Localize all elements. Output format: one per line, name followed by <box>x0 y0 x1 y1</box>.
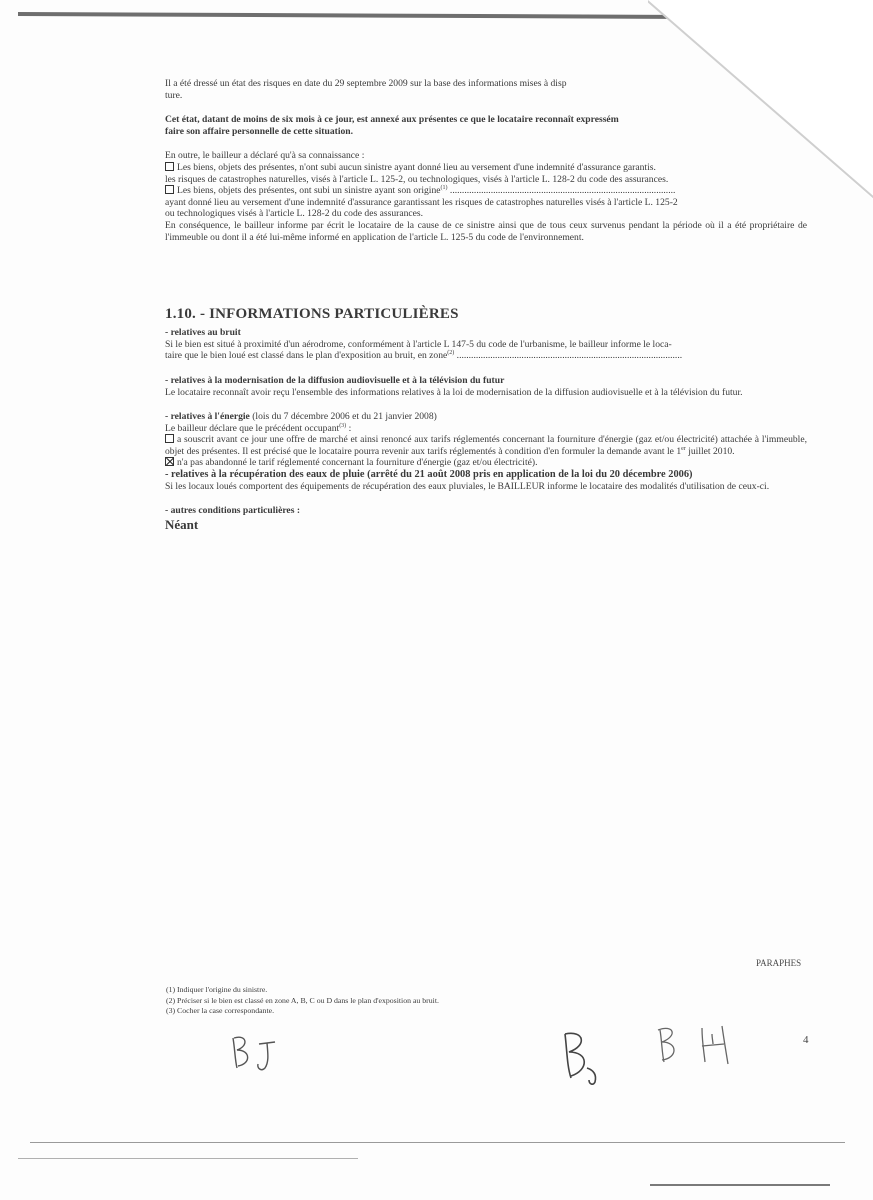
declaration-option-no-claim: Les biens, objets des présentes, n'ont subi aucun sinistre ayant donné lieu au versement d'une indemnité d'assurance garantis. les risques de catastrophes naturelles, visés à l'article L. 125-2, ou technologiques, visés à l'article L. 128-2 du code des assurances. <box>165 161 669 185</box>
document-body <box>165 78 807 533</box>
checkbox-market-offer[interactable] <box>165 434 174 443</box>
rainwater-subtitle: - relatives à la récupération des eaux de pluie (arrêté du 21 août 2008 pris en application de la loi du 20 décembre 2006) <box>165 469 693 481</box>
energy-option-regulated-tariff: n'a pas abandonné le tarif réglementé concernant la fourniture d'énergie (gaz et/ou électricité). <box>165 457 807 469</box>
energy-option-market-offer: a souscrit avant ce jour une offre de marché et ainsi renoncé aux tarifs réglementés concernant la fourniture d'énergie (gaz et/ou électricité) attachée à l'immeuble, objet des présentes. Il est précisé que le locataire pourra revenir aux tarifs réglementés à condition d'en formuler la demande avant le 1er juillet 2010. <box>165 434 807 457</box>
landlord-declaration-intro: En outre, le bailleur a déclaré qu'à sa connaissance : <box>165 150 365 162</box>
scan-edge-bottom-left <box>18 1158 358 1159</box>
page-number: 4 <box>803 1034 809 1046</box>
audiovisual-subtitle: - relatives à la modernisation de la diffusion audiovisuelle et à la télévision du futur <box>165 374 505 386</box>
risk-statement-paragraph: Il a été dressé un état des risques en date du 29 septembre 2009 sur la base des informations mises à disp ture. <box>165 78 567 101</box>
noise-subtitle: - relatives au bruit <box>165 327 241 339</box>
checkbox-regulated-tariff-checked[interactable] <box>165 457 174 466</box>
scan-edge-bottom <box>30 1142 845 1143</box>
initials-label: PARAPHES <box>756 958 802 968</box>
handwritten-initials-bj <box>225 1030 285 1075</box>
declaration-option-claim: Les biens, objets des présentes, ont subi un sinistre ayant son origine$^{(1)}$ .............................................................................................. ayant donné lieu au versement d'une indemnité d'assurance garantissant les risques de catastrophes naturelles visés à l'article L. 125-2 ou technologiques visés à l'article L. 128-2 du code des assurances. <box>165 184 678 220</box>
other-conditions-subtitle: - autres conditions particulières : <box>165 505 301 517</box>
footnote-3: (3) Cocher la case correspondante. <box>166 1006 275 1015</box>
footnote-1: (1) Indiquer l'origine du sinistre. <box>166 985 268 994</box>
section-title: 1.10. - INFORMATIONS PARTICULIÈRES <box>165 306 459 323</box>
annex-paragraph: Cet état, datant de moins de six mois à ce jour, est annexé aux présentes ce que le locataire reconnaît expressém faire son affaire personnelle de cette situation. <box>165 114 619 137</box>
rainwater-text: Si les locaux loués comportent des équipements de récupération des eaux pluviales, le BAILLEUR informe le locataire des modalités d'utilisation de ceux-ci. <box>165 480 770 492</box>
audiovisual-text: Le locataire reconnaît avoir reçu l'ensemble des informations relatives à la loi de modernisation de la diffusion audiovisuelle et à la télévision du futur. <box>165 386 743 398</box>
none-value: Néant <box>165 516 199 532</box>
scan-edge-bottom-right <box>650 1184 830 1186</box>
handwritten-initials-bh <box>650 1020 745 1070</box>
handwritten-initials-b <box>555 1028 615 1088</box>
energy-subtitle: - relatives à l'énergie (lois du 7 décembre 2006 et du 21 janvier 2008) <box>165 411 437 423</box>
energy-intro: Le bailleur déclare que le précédent occupant$^{(3)}$ : <box>165 422 352 434</box>
consequence-paragraph: En conséquence, le bailleur informe par écrit le locataire de la cause de ce sinistre ainsi que de tous ceux survenus pendant la période où il a été propriétaire de l'immeuble ou dont il a été lui-même informé en application de l'article L. 125-5 du code de l'environnement. <box>165 219 807 243</box>
checkbox-claim[interactable] <box>165 185 174 194</box>
footnote-2: (2) Préciser si le bien est classé en zone A, B, C ou D dans le plan d'exposition au bruit. <box>166 995 439 1005</box>
noise-text: Si le bien est situé à proximité d'un aérodrome, conformément à l'article L 147-5 du code de l'urbanisme, le bailleur informe le loca- taire que le bien loué est classé dans le plan d'exposition au bruit, en zone$^{(2)}$ .............................................................................................. <box>165 338 683 362</box>
checkbox-no-claim[interactable] <box>165 162 174 171</box>
footnotes <box>166 985 439 1017</box>
